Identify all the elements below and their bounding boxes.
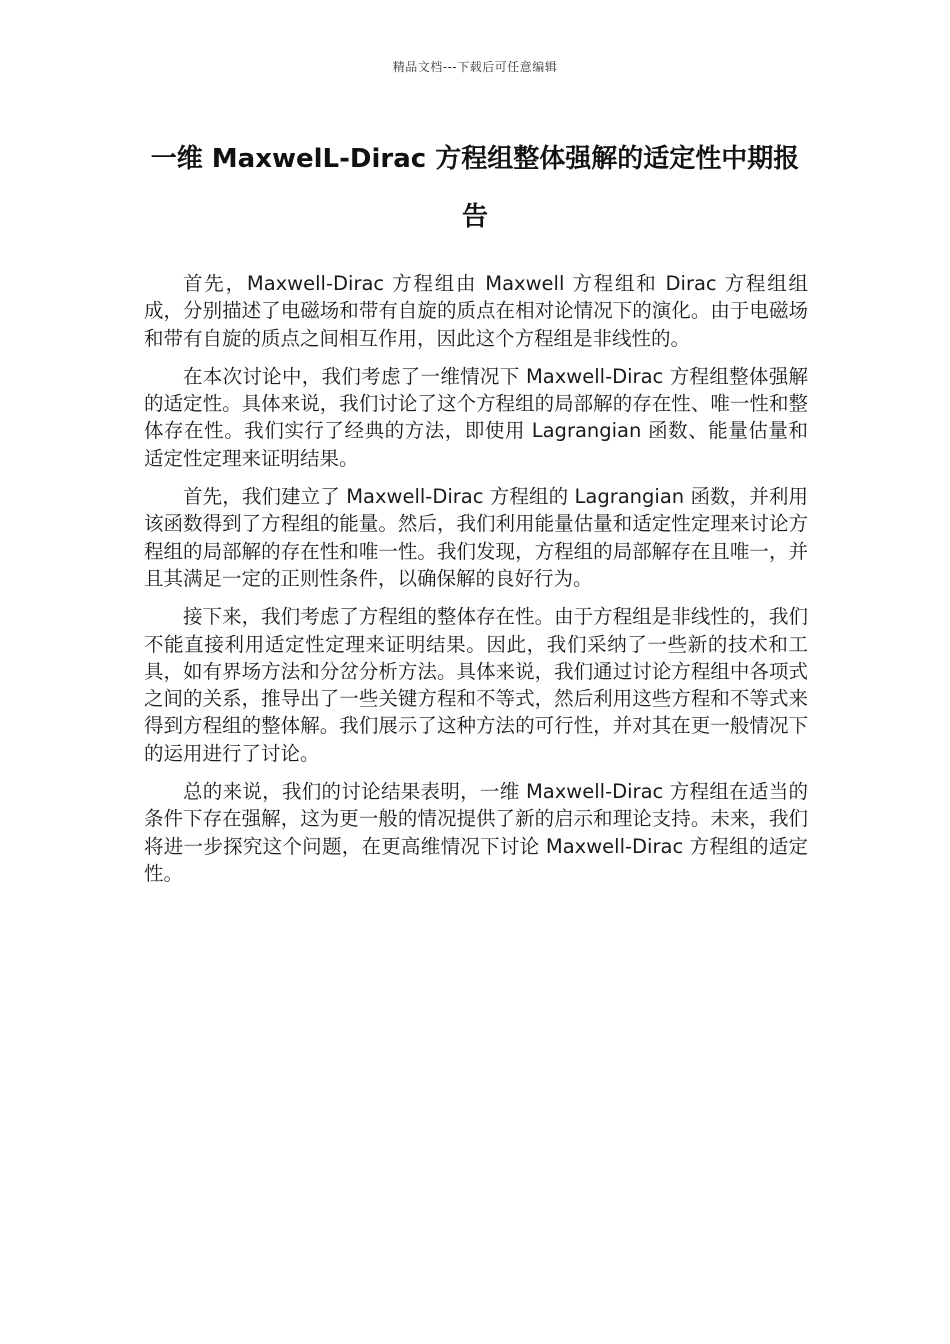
paragraph-global-existence: 接下来，我们考虑了方程组的整体存在性。由于方程组是非线性的，我们不能直接利用适定性定理来证明结果。因此，我们采纳了一些新的技术和工具，如有界场方法和分岔分析方法。具体来说，我们通过讨论方程组中各项式之间的关系，推导出了一些关键方程和不等式，然后利用这些方程和不等式来得到方程组的整体解。我们展示了这种方法的可行性，并对其在更一般情况下的运用进行了讨论。 — [144, 605, 808, 765]
paragraph-local-solution: 首先，我们建立了 Maxwell-Dirac 方程组的 Lagrangian 函数，并利用该函数得到了方程组的能量。然后，我们利用能量估量和适定性定理来讨论方程组的局部解的存在性和唯一性。我们发现，方程组的局部解存在且唯一，并且其满足一定的正则性条件，以确保解的良好行为。 — [144, 485, 808, 590]
paragraph-scope: 在本次讨论中，我们考虑了一维情况下 Maxwell-Dirac 方程组整体强解的适定性。具体来说，我们讨论了这个方程组的局部解的存在性、唯一性和整体存在性。我们实行了经典的方法，即使用 Lagrangian 函数、能量估量和适定性定理来证明结果。 — [144, 364, 808, 470]
document-title: 一维 MaxwelL-Dirac 方程组整体强解的适定性中期报告 — [150, 144, 800, 232]
paragraph-conclusion: 总的来说，我们的讨论结果表明，一维 Maxwell-Dirac 方程组在适当的条件下存在强解，这为更一般的情况提供了新的启示和理论支持。未来，我们将进一步探究这个问题，在更高维情况下讨论 Maxwell-Dirac 方程组的适定性。 — [144, 780, 808, 885]
paragraph-intro: 首先，Maxwell-Dirac 方程组由 Maxwell 方程组和 Dirac 方程组组成，分别描述了电磁场和带有自旋的质点在相对论情况下的演化。由于电磁场和带有自旋的质点之间相互作用，因此这个方程组是非线性的。 — [144, 272, 808, 350]
document-body — [144, 270, 808, 898]
page-header-note: 精品文档---下载后可任意编辑 — [392, 60, 558, 74]
